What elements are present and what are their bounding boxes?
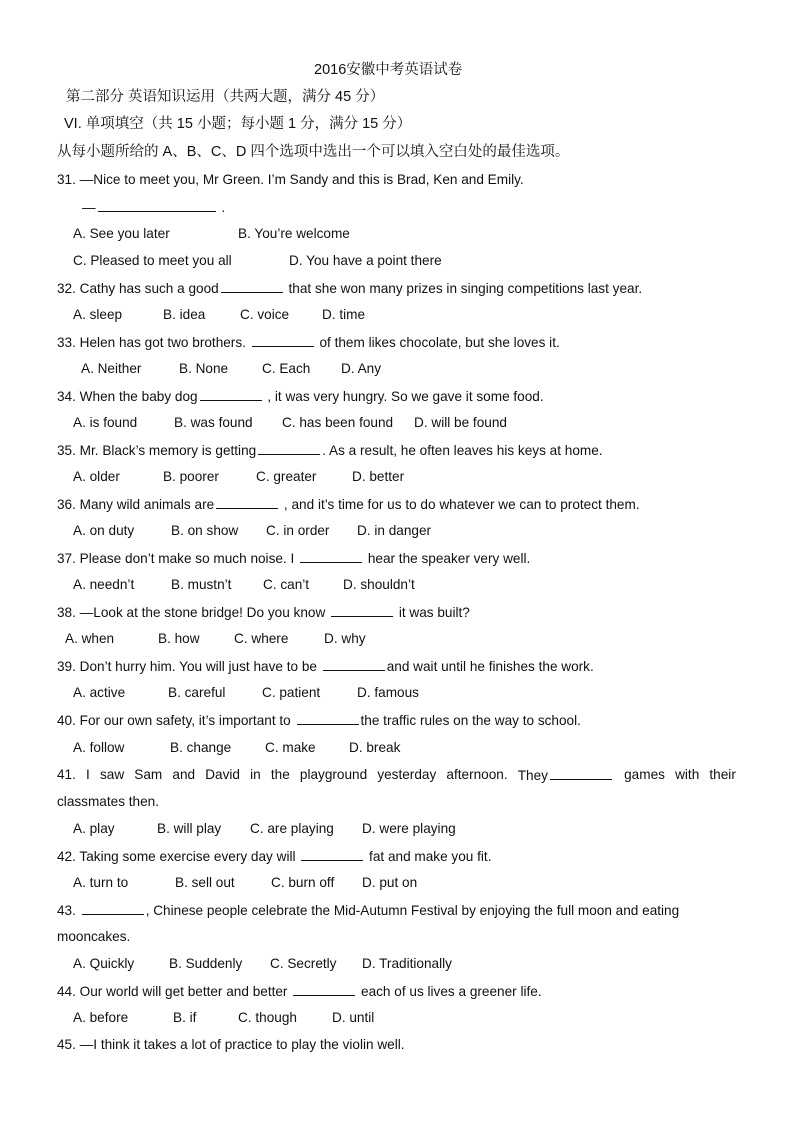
question-44-stem	[57, 982, 542, 1001]
stem-word: in	[250, 767, 261, 782]
stem-pre: 38. —Look at the stone bridge! Do you know	[57, 605, 330, 620]
option-44-a[interactable]: A. before	[73, 1010, 129, 1025]
option-32-d[interactable]: D. time	[322, 307, 366, 322]
answer-blank-40[interactable]	[297, 711, 359, 725]
option-34-c[interactable]: C. has been found	[282, 415, 394, 430]
stem-post: . As a result, he often leaves his keys at home.	[322, 443, 603, 458]
stem-post: hear the speaker very well.	[364, 551, 531, 566]
option-41-c[interactable]: C. are playing	[250, 821, 334, 836]
option-37-c[interactable]: C. can’t	[263, 577, 310, 592]
option-44-c[interactable]: C. though	[238, 1010, 297, 1025]
option-44-b[interactable]: B. if	[173, 1010, 197, 1025]
stem-pre: 32. Cathy has such a good	[57, 281, 219, 296]
question-39-stem	[57, 657, 594, 676]
question-37-stem	[57, 549, 530, 568]
stem-pre: 37. Please don’t make so much noise. I	[57, 551, 299, 566]
reply-dash: —	[82, 200, 96, 215]
stem-word: with	[675, 767, 700, 782]
option-43-b[interactable]: B. Suddenly	[169, 956, 243, 971]
stem-word: afternoon.	[446, 767, 508, 782]
stem-word: 41.	[57, 767, 76, 782]
option-31-c[interactable]: C. Pleased to meet you all	[73, 253, 232, 268]
question-38-stem	[57, 603, 470, 622]
question-32-stem	[57, 279, 642, 298]
option-34-d[interactable]: D. will be found	[414, 415, 507, 430]
stem-post: , it was very hungry. So we gave it some food.	[263, 389, 544, 404]
option-41-b[interactable]: B. will play	[157, 821, 222, 836]
answer-blank-42[interactable]	[301, 847, 363, 861]
option-33-c[interactable]: C. Each	[262, 361, 311, 376]
answer-blank-35[interactable]	[258, 441, 320, 455]
question-35-stem	[57, 441, 603, 460]
option-37-a[interactable]: A. needn’t	[73, 577, 135, 592]
section-heading: VI. 单项填空（共 15 小题；每小题 1 分，满分 15 分）	[64, 116, 412, 132]
option-42-d[interactable]: D. put on	[362, 875, 418, 890]
answer-blank-38[interactable]	[331, 603, 393, 617]
stem-post: , Chinese people celebrate the Mid-Autumn Festival by enjoying the full moon and eating	[145, 903, 680, 918]
option-36-c[interactable]: C. in order	[266, 523, 330, 538]
question-31-stem: 31. —Nice to meet you, Mr Green. I’m Sandy and this is Brad, Ken and Emily.	[57, 172, 524, 187]
stem-word: David	[205, 767, 240, 782]
option-41-a[interactable]: A. play	[73, 821, 115, 836]
option-38-a[interactable]: A. when	[65, 631, 115, 646]
option-39-d[interactable]: D. famous	[357, 685, 419, 700]
answer-blank-32[interactable]	[221, 279, 283, 293]
stem-post: it was built?	[395, 605, 470, 620]
question-41-stem-line2: classmates then.	[57, 794, 159, 809]
answer-blank-33[interactable]	[252, 333, 314, 347]
answer-blank-44[interactable]	[293, 982, 355, 996]
stem-post: each of us lives a greener life.	[357, 984, 542, 999]
option-39-b[interactable]: B. careful	[168, 685, 226, 700]
answer-blank-31[interactable]	[98, 198, 216, 212]
question-42-stem	[57, 847, 491, 866]
option-38-c[interactable]: C. where	[234, 631, 289, 646]
stem-pre: 40. For our own safety, it’s important to	[57, 713, 295, 728]
option-35-b[interactable]: B. poorer	[163, 469, 219, 484]
option-33-d[interactable]: D. Any	[341, 361, 382, 376]
question-40-stem	[57, 711, 581, 730]
answer-blank-34[interactable]	[200, 387, 262, 401]
question-31-reply	[82, 198, 225, 217]
option-36-d[interactable]: D. in danger	[357, 523, 432, 538]
stem-post: and wait until he finishes the work.	[386, 659, 594, 674]
stem-post: that she won many prizes in singing competitions last year.	[284, 281, 643, 296]
option-32-a[interactable]: A. sleep	[73, 307, 123, 322]
question-43-stem-line1	[57, 901, 679, 920]
option-36-a[interactable]: A. on duty	[73, 523, 135, 538]
question-33-stem	[57, 333, 560, 352]
stem-pre: 36. Many wild animals are	[57, 497, 215, 512]
answer-blank-36[interactable]	[216, 495, 278, 509]
option-44-d[interactable]: D. until	[332, 1010, 375, 1025]
stem-pre: 39. Don’t hurry him. You will just have to be	[57, 659, 321, 674]
option-43-d[interactable]: D. Traditionally	[362, 956, 452, 971]
option-31-a[interactable]: A. See you later	[73, 226, 170, 241]
option-35-d[interactable]: D. better	[352, 469, 405, 484]
answer-blank-39[interactable]	[323, 657, 385, 671]
option-36-b[interactable]: B. on show	[171, 523, 239, 538]
stem-word: the	[270, 767, 290, 782]
option-39-c[interactable]: C. patient	[262, 685, 321, 700]
option-42-b[interactable]: B. sell out	[175, 875, 235, 890]
option-31-d[interactable]: D. You have a point there	[289, 253, 442, 268]
stem-word: playground	[299, 767, 368, 782]
stem-word: They	[517, 768, 548, 783]
stem-word: their	[709, 767, 736, 782]
stem-word: games	[624, 767, 665, 782]
option-40-b[interactable]: B. change	[170, 740, 232, 755]
option-40-c[interactable]: C. make	[265, 740, 316, 755]
option-41-d[interactable]: D. were playing	[362, 821, 456, 836]
option-37-b[interactable]: B. mustn’t	[171, 577, 232, 592]
option-34-a[interactable]: A. is found	[73, 415, 138, 430]
answer-blank-43[interactable]	[82, 901, 144, 915]
option-33-b[interactable]: B. None	[179, 361, 229, 376]
option-42-a[interactable]: A. turn to	[73, 875, 129, 890]
stem-pre: 35. Mr. Black’s memory is getting	[57, 443, 257, 458]
question-34-stem	[57, 387, 544, 406]
option-42-c[interactable]: C. burn off	[271, 875, 335, 890]
stem-post: of them likes chocolate, but she loves it.	[315, 335, 560, 350]
option-32-c[interactable]: C. voice	[240, 307, 290, 322]
stem-word: and	[172, 767, 196, 782]
option-43-c[interactable]: C. Secretly	[270, 956, 337, 971]
option-31-b[interactable]: B. You’re welcome	[238, 226, 350, 241]
stem-pre: 42. Taking some exercise every day will	[57, 849, 300, 864]
option-33-a[interactable]: A. Neither	[81, 361, 142, 376]
stem-post: the traffic rules on the way to school.	[360, 713, 581, 728]
stem-pre: 43.	[57, 903, 80, 918]
stem-post: , and it’s time for us to do whatever we can to protect them.	[280, 497, 640, 512]
option-43-a[interactable]: A. Quickly	[73, 956, 135, 971]
stem-pre: 33. Helen has got two brothers.	[57, 335, 250, 350]
question-45-stem: 45. —I think it takes a lot of practice to play the violin well.	[57, 1037, 405, 1052]
option-40-d[interactable]: D. break	[349, 740, 401, 755]
stem-word: saw	[99, 767, 125, 782]
stem-word: Sam	[134, 767, 163, 782]
option-39-a[interactable]: A. active	[73, 685, 126, 700]
question-36-stem	[57, 495, 640, 514]
option-32-b[interactable]: B. idea	[163, 307, 206, 322]
question-43-stem-line2: mooncakes.	[57, 929, 131, 944]
part-heading: 第二部分 英语知识运用（共两大题，满分 45 分）	[66, 89, 385, 105]
question-41-stem-line1	[57, 766, 736, 785]
option-34-b[interactable]: B. was found	[174, 415, 253, 430]
stem-post: fat and make you fit.	[365, 849, 492, 864]
option-35-a[interactable]: A. older	[73, 469, 120, 484]
option-38-b[interactable]: B. how	[158, 631, 200, 646]
answer-blank-41[interactable]	[550, 766, 612, 780]
stem-pre: 34. When the baby dog	[57, 389, 198, 404]
option-38-d[interactable]: D. why	[324, 631, 366, 646]
stem-word: yesterday	[377, 767, 437, 782]
option-40-a[interactable]: A. follow	[73, 740, 125, 755]
instruction: 从每小题所给的 A、B、C、D 四个选项中选出一个可以填入空白处的最佳选项。	[57, 144, 570, 160]
reply-end: .	[217, 200, 226, 215]
stem-pre: 44. Our world will get better and better	[57, 984, 292, 999]
option-37-d[interactable]: D. shouldn’t	[343, 577, 415, 592]
option-35-c[interactable]: C. greater	[256, 469, 317, 484]
stem-word: I	[86, 767, 90, 782]
answer-blank-37[interactable]	[300, 549, 362, 563]
page-title: 2016安徽中考英语试卷	[314, 62, 463, 78]
